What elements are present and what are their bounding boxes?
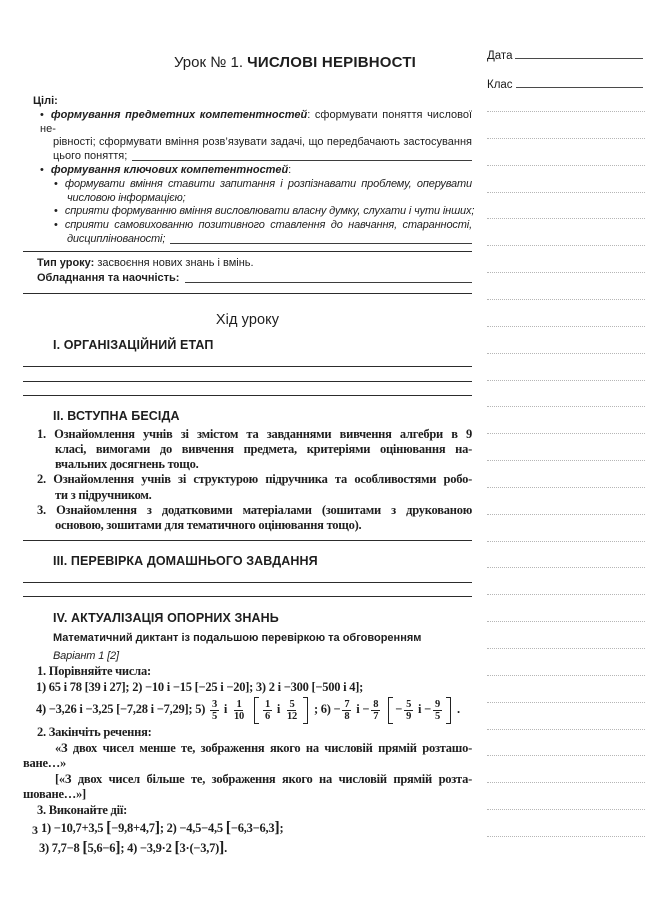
text-line	[23, 787, 472, 803]
text-token: основою, зошитами для тематичного оцінювання тощо).	[55, 517, 362, 532]
fraction	[433, 699, 442, 722]
text-token: [	[82, 839, 88, 857]
bullet-marker: •	[40, 163, 44, 176]
page-title	[118, 53, 472, 73]
text-token: 4) −3,26 і −3,25 [−7,28 і −7,29]; 5)	[36, 702, 208, 717]
text-token: шоване…»]	[23, 787, 86, 802]
text-line	[23, 95, 472, 109]
fill-in-blank-line	[132, 160, 472, 161]
writing-line	[23, 251, 472, 252]
dotted-note-line	[487, 192, 645, 193]
text-token: формувати вміння ставити запитання і розпізнавати проблему, оперувати	[64, 177, 472, 190]
fill-in-blank-line	[170, 243, 472, 244]
text-token: 5,6−6	[87, 841, 116, 856]
text-line	[23, 803, 472, 819]
text-token: ти з підручником.	[55, 487, 152, 502]
fraction	[371, 699, 380, 722]
text-line	[23, 649, 472, 664]
text-token: ]	[219, 839, 225, 857]
writing-line	[23, 395, 472, 396]
dotted-note-line	[487, 460, 645, 461]
text-token: II. ВСТУПНА БЕСІДА	[53, 408, 180, 423]
writing-line	[23, 582, 472, 583]
fraction-denominator: 10	[233, 710, 244, 722]
dotted-note-line	[487, 567, 645, 568]
dotted-note-line	[487, 433, 645, 434]
text-line	[23, 192, 472, 206]
fraction-denominator: 5	[435, 710, 441, 722]
dotted-note-line	[487, 809, 645, 810]
fraction-numerator: 7	[344, 698, 350, 710]
text-token: формування ключових компетентностей	[50, 163, 289, 176]
text-token: .	[457, 702, 460, 717]
fraction-numerator: 1	[236, 698, 242, 710]
text-line	[23, 680, 472, 696]
fraction-numerator: 8	[373, 698, 379, 710]
text-token: класі, вимогами до вивчення предмета, критеріями оцінювання на-	[55, 441, 472, 456]
text-token: ]	[154, 819, 160, 837]
writing-line	[23, 381, 472, 382]
text-token: вчальних досягнень тощо.	[55, 457, 199, 472]
text-line	[23, 338, 472, 354]
text-line	[23, 150, 472, 164]
fraction-denominator: 8	[344, 710, 350, 722]
dotted-note-line	[487, 514, 645, 515]
date-row	[487, 50, 643, 62]
fraction-denominator: 12	[286, 710, 297, 722]
fill-in-blank-line	[185, 282, 472, 283]
text-token: Хід уроку	[215, 312, 280, 329]
text-token: 1) 65 і 78 [39 і 27]; 2) −10 і −15 [−25 і −20]; 3) 2 і −300 [−500 і 4];	[36, 679, 364, 694]
text-line	[23, 178, 472, 192]
text-token: числовою інформацією;	[67, 191, 186, 204]
fraction-numerator: 9	[435, 698, 441, 710]
dotted-note-line	[487, 487, 645, 488]
dotted-note-line	[487, 272, 645, 273]
text-token: 3. Виконайте дії:	[37, 802, 127, 817]
text-token: 2. Закінчіть речення:	[37, 725, 152, 740]
class-row	[487, 79, 643, 91]
text-line	[23, 256, 472, 271]
dotted-note-line	[487, 675, 645, 676]
text-token: ; 4) −3,9·2	[120, 841, 175, 856]
dotted-note-line	[487, 836, 645, 837]
fraction	[342, 699, 351, 722]
text-token: ване…»	[23, 756, 67, 771]
writing-line	[23, 540, 472, 541]
text-line	[23, 219, 472, 233]
text-token: III. ПЕРЕВІРКА ДОМАШНЬОГО ЗАВДАННЯ	[53, 553, 318, 568]
text-token: Цілі:	[33, 95, 58, 107]
text-token: формування предметних компетентностей	[50, 108, 308, 121]
text-token: [	[106, 819, 112, 837]
writing-line	[23, 366, 472, 367]
text-token: ]	[274, 819, 280, 837]
text-token: 2. Ознайомлення учнів зі структурою підручника та особливостями робо-	[37, 472, 472, 487]
fraction-denominator: 5	[212, 710, 217, 722]
date-label: Дата	[487, 50, 513, 62]
text-token: −	[395, 702, 403, 717]
dotted-note-line	[487, 111, 645, 112]
text-token: ]	[115, 839, 121, 857]
bullet-marker: •	[40, 108, 44, 121]
text-token: 3. Ознайомлення з додатковими матеріалами (зошитами з друкованою	[37, 502, 472, 517]
fraction	[285, 699, 299, 722]
text-token: і	[221, 702, 230, 717]
text-line	[23, 611, 472, 627]
text-line	[23, 109, 472, 137]
dotted-note-line	[487, 380, 645, 381]
text-token: IV. АКТУАЛІЗАЦІЯ ОПОРНИХ ЗНАНЬ	[53, 611, 279, 626]
text-line	[23, 756, 472, 772]
text-token: засвоєння нових знань і вмінь.	[94, 257, 254, 270]
text-line	[23, 311, 472, 331]
text-token: ; 2) −4,5−4,5	[159, 821, 226, 836]
text-token: Варіант 1 [2]	[53, 650, 119, 663]
text-token: ;	[279, 821, 284, 836]
text-token: рівності; сформувати вміння розв’язувати задачі, що передбачають застосування	[53, 136, 472, 149]
dotted-note-line	[487, 218, 645, 219]
dotted-note-line	[487, 299, 645, 300]
fraction-numerator: 5	[406, 698, 412, 710]
text-token: сприяти формуванню вміння висловлювати власну думку, слухати і чути інших;	[64, 205, 475, 218]
text-line	[23, 695, 472, 725]
text-line	[23, 233, 472, 247]
text-token: 3) 7,7−8	[39, 841, 83, 856]
text-line	[23, 664, 472, 680]
lesson-number: Урок № 1.	[173, 54, 248, 71]
text-token: і	[273, 702, 283, 717]
dotted-note-line	[487, 729, 645, 730]
text-line	[23, 205, 475, 219]
text-token: цього поняття;	[53, 150, 131, 163]
text-token: Тип уроку:	[37, 257, 95, 270]
text-line	[23, 164, 472, 178]
dotted-note-line	[487, 782, 645, 783]
date-blank-line	[515, 58, 643, 59]
dotted-note-line	[487, 406, 645, 407]
text-line	[23, 442, 472, 457]
text-line	[23, 457, 472, 472]
text-token: [	[174, 839, 180, 857]
dotted-note-line	[487, 755, 645, 756]
text-token: 1. Ознайомлення учнів зі змістом та завданнями вивчення алгебри в 9	[37, 426, 472, 441]
text-token: :	[288, 163, 292, 176]
bullet-marker: •	[54, 205, 58, 218]
dotted-note-line	[487, 621, 645, 622]
text-token: : сформувати поняття числової не-	[40, 108, 473, 135]
text-line	[23, 472, 472, 487]
big-left-bracket	[388, 697, 393, 724]
fraction	[232, 699, 246, 722]
text-token: 3·(−3,7)	[179, 841, 220, 856]
lesson-title: ЧИСЛОВІ НЕРІВНОСТІ	[247, 54, 417, 71]
dotted-note-line	[487, 702, 645, 703]
class-blank-line	[516, 87, 643, 88]
dotted-note-line	[487, 541, 645, 542]
text-token: [«З двох чисел більше те, зображення якого на числовій прямій розта-	[55, 771, 472, 786]
dotted-note-line	[487, 648, 645, 649]
text-line	[23, 838, 472, 858]
text-token: I. ОРГАНІЗАЦІЙНИЙ ЕТАП	[53, 338, 214, 353]
text-token: .	[224, 841, 227, 856]
class-label: Клас	[487, 79, 513, 91]
text-token: і −	[415, 702, 432, 717]
text-line	[23, 741, 472, 757]
text-line	[23, 772, 472, 788]
text-token: Математичний диктант із подальшою перевіркою та обговоренням	[53, 631, 422, 644]
writing-line	[23, 293, 472, 294]
text-line	[23, 409, 472, 425]
text-token: [	[225, 819, 231, 837]
text-line	[23, 518, 472, 533]
text-line	[23, 631, 472, 646]
main-column	[23, 0, 475, 858]
text-token: ; 6) −	[313, 702, 341, 717]
text-token: 1) −10,7+3,5	[41, 821, 107, 836]
text-line	[23, 503, 472, 518]
dotted-note-line	[487, 326, 645, 327]
text-token: дисциплінованості;	[67, 232, 169, 245]
fraction-denominator: 6	[264, 710, 270, 722]
dotted-note-line	[487, 165, 645, 166]
text-line	[23, 554, 472, 570]
text-token: і −	[353, 702, 370, 717]
dotted-note-line	[487, 594, 645, 595]
fraction	[210, 699, 219, 722]
text-token: «З двох чисел менше те, зображення якого на числовій прямій розташо-	[55, 740, 472, 755]
dotted-note-line	[487, 138, 645, 139]
bullet-marker: •	[54, 177, 58, 190]
dotted-note-line	[487, 353, 645, 354]
text-line	[23, 271, 472, 286]
text-token: 1. Порівняйте числа:	[37, 664, 151, 679]
fraction-numerator: 1	[264, 698, 270, 710]
fraction-numerator: 3	[212, 698, 217, 710]
fraction-numerator: 5	[289, 698, 295, 710]
big-right-bracket	[303, 697, 308, 724]
text-line	[23, 818, 472, 838]
fraction-denominator: 9	[406, 710, 412, 722]
bullet-marker: •	[54, 219, 58, 232]
text-line	[23, 725, 472, 741]
dotted-note-line	[487, 245, 645, 246]
fraction-denominator: 7	[373, 710, 379, 722]
text-token: сприяти самовихованню позитивного ставлення до навчання, старанності,	[64, 219, 472, 232]
text-token: Обладнання та наочність:	[37, 272, 183, 285]
page-number: 3	[32, 823, 38, 837]
text-token: −6,3−6,3	[230, 821, 275, 836]
text-line	[23, 427, 472, 442]
fraction	[263, 699, 272, 722]
text-line	[23, 136, 472, 150]
text-line	[23, 488, 472, 503]
big-left-bracket	[254, 697, 259, 724]
text-token: −9,8+4,7	[111, 821, 155, 836]
writing-line	[23, 596, 472, 597]
fraction	[404, 699, 413, 722]
big-right-bracket	[446, 697, 451, 724]
